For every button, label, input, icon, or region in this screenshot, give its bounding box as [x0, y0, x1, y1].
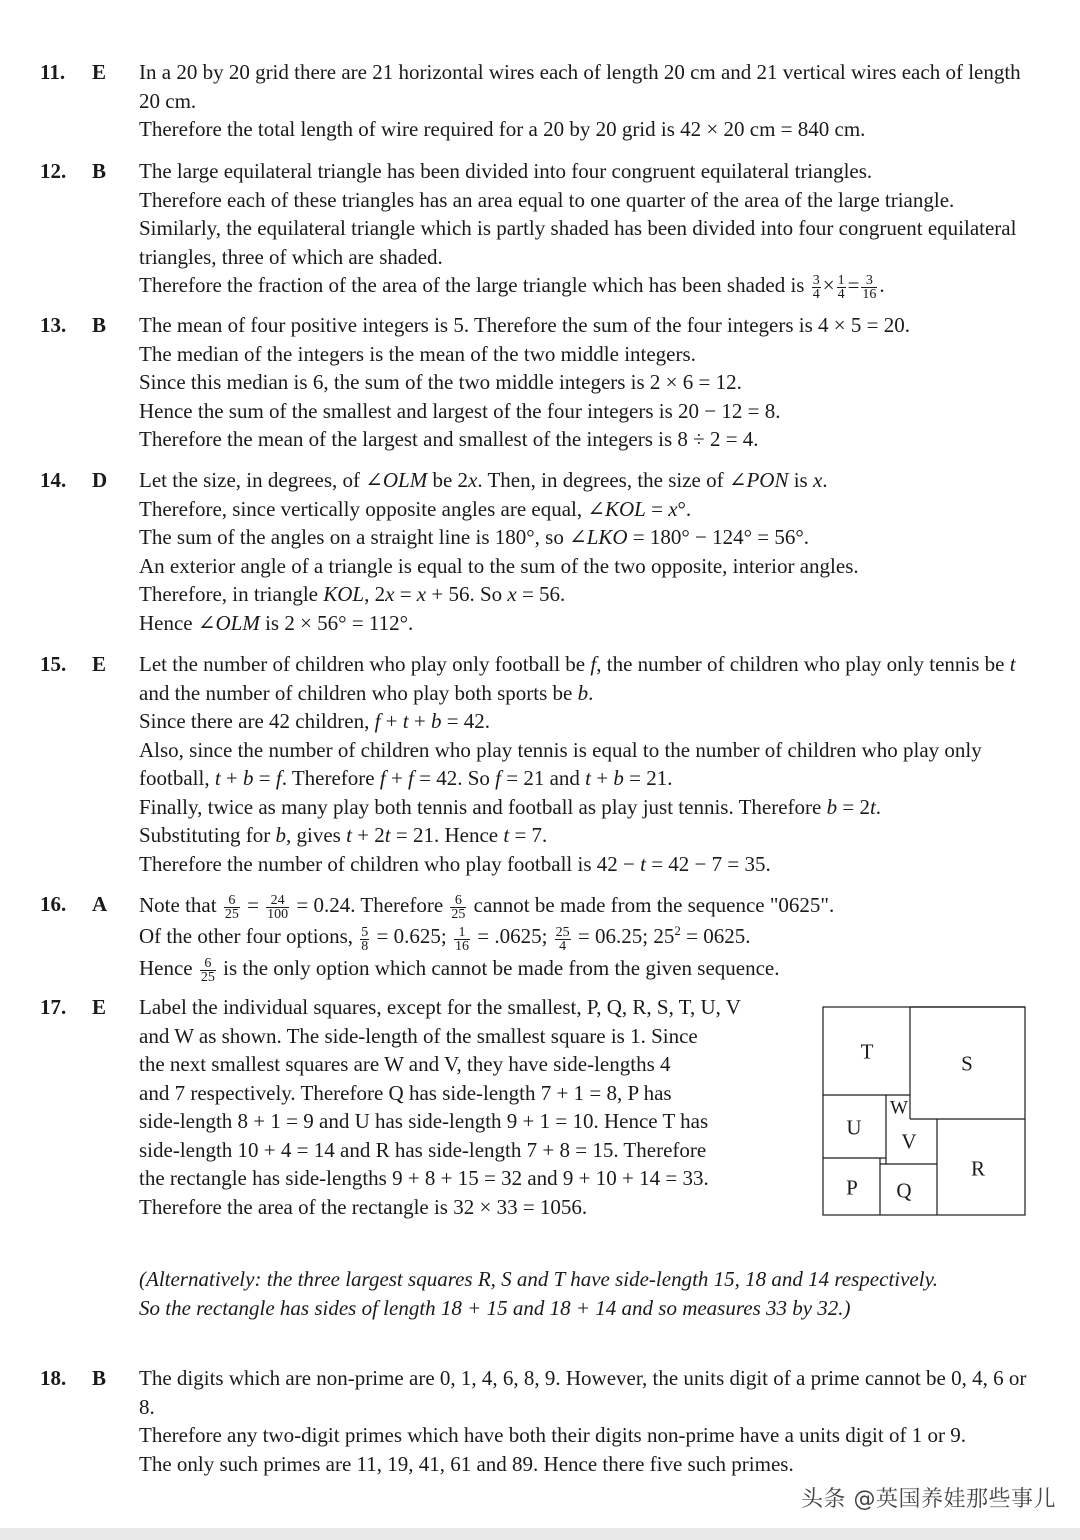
solution-line: Therefore the fraction of the area of the large triangle which has been shaded is $\frac{3}{4}$ × $\frac{1}{4}$ = $\frac{3}{16}$ .: [139, 273, 885, 303]
text-run: = 06.25; 25: [577, 924, 675, 949]
fraction-numerator: 6: [200, 957, 216, 971]
fraction-denominator: 4: [837, 287, 845, 303]
math-var: x: [507, 582, 517, 606]
fraction-numerator: 1: [454, 926, 470, 940]
alternative-line: So the rectangle has sides of length 18 + 15 and 18 + 14 and so measures 33 by 32.): [139, 1295, 851, 1320]
math-var: LKO: [586, 525, 628, 549]
fraction: [454, 926, 470, 953]
fraction-numerator: 25: [555, 924, 570, 940]
solution-line: [139, 793, 1032, 822]
solution-line: [139, 953, 1032, 984]
solution-line: [139, 921, 1032, 952]
text-run: is 2 × 56° = 112°.: [259, 610, 414, 635]
square-label-w: W: [890, 1097, 908, 1119]
text-run: Hence: [139, 955, 193, 980]
question-number: 12.: [40, 159, 67, 183]
solution-line: [139, 495, 1032, 524]
text-run: cannot be made from the sequence "0625".: [473, 893, 835, 917]
text-run: , 2: [364, 582, 386, 606]
math-var: x: [416, 582, 427, 606]
solution-line: The mean of four positive integers is 5. Therefore the sum of the four integers is 4 × 5 = 20.: [139, 313, 910, 337]
fraction: [200, 957, 216, 984]
text-run: .: [875, 794, 882, 819]
fraction-denominator: 4: [812, 287, 820, 303]
solution-text: [139, 890, 1032, 984]
text-run: and the number of children who play both sports be: [139, 680, 578, 705]
math-var: t: [346, 823, 352, 847]
solution-line: Label the individual squares, except for the smallest, P, Q, R, S, T, U, V: [139, 995, 741, 1019]
math-var: x: [385, 582, 395, 606]
solution-line: Since this median is 6, the sum of the two middle integers is 2 × 6 = 12.: [139, 370, 742, 394]
fraction-numerator: 3: [812, 273, 820, 289]
text-run: = 0.625;: [376, 924, 447, 949]
solution-text: [139, 466, 1032, 637]
question-number: 18.: [40, 1366, 67, 1390]
solution-line: In a 20 by 20 grid there are 21 horizontal wires each of length 20 cm and 21 vertical wires each of length 20 cm.: [139, 60, 1021, 113]
text-run: = 56.: [516, 582, 566, 606]
fraction-numerator: 3: [861, 274, 877, 288]
solution-line: Therefore each of these triangles has an area equal to one quarter of the area of the large triangle.: [139, 187, 955, 212]
solution-text-run: Therefore the fraction of the area of the large triangle which has been shaded is: [139, 273, 805, 297]
solution-line: the rectangle has side-lengths 9 + 8 + 15 = 32 and 9 + 10 + 14 = 33.: [139, 1166, 709, 1190]
text-run: = 42. So: [413, 766, 496, 790]
text-run: Let the size, in degrees, of ∠: [139, 468, 383, 492]
solution-line: Therefore any two-digit primes which have both their digits non-prime have a units digit of 1 or 9.: [139, 1423, 966, 1447]
text-run: Of the other four options,: [139, 924, 354, 949]
math-var: f: [495, 766, 501, 790]
solution-line: Therefore the area of the rectangle is 32 × 33 = 1056.: [139, 1194, 588, 1219]
question-number: 11.: [40, 60, 66, 84]
text-run: The sum of the angles on a straight line is 180°, so ∠: [139, 525, 587, 549]
fraction: [812, 274, 821, 301]
squared-rectangle-diagram: [822, 1006, 1026, 1216]
math-var: f: [590, 652, 597, 676]
solution-text: [139, 650, 1032, 878]
solution-line: side-length 8 + 1 = 9 and U has side-length 9 + 1 = 10. Hence T has: [139, 1109, 709, 1133]
text-run: Therefore the number of children who play football is 42 −: [139, 851, 641, 876]
math-var: KOL: [323, 582, 365, 606]
text-run: , gives: [286, 823, 347, 847]
text-run: Substituting for: [139, 823, 276, 847]
text-run: =: [253, 766, 276, 790]
answer-letter: E: [92, 652, 107, 676]
answer-letter: A: [92, 892, 108, 916]
solution-line: [139, 650, 1032, 707]
text-run: = 21 and: [501, 766, 586, 790]
text-run: Finally, twice as many play both tennis and football as play just tennis. Therefore: [139, 794, 827, 819]
text-run: +: [408, 709, 431, 733]
exponent: 2: [674, 923, 681, 939]
solution-text: [139, 157, 1032, 301]
math-var: t: [214, 766, 221, 790]
math-var: b: [243, 766, 254, 790]
text-run: Hence ∠: [139, 610, 216, 635]
text-run: = 21.: [623, 766, 673, 790]
fraction-denominator: 25: [200, 969, 215, 985]
math-var: x: [812, 468, 823, 492]
text-run: is: [788, 468, 813, 492]
fraction: [861, 274, 877, 301]
fraction-denominator: 25: [224, 907, 239, 923]
math-var: b: [577, 680, 589, 705]
math-var: f: [275, 766, 282, 790]
text-run: be 2: [427, 468, 469, 492]
math-var: f: [408, 766, 414, 790]
solution-text: [139, 58, 1032, 144]
text-run: Let the number of children who play only football be: [139, 652, 591, 676]
solution-text: [139, 1364, 1032, 1478]
math-var: OLM: [215, 610, 260, 635]
text-run: . Then, in degrees, the size of ∠: [477, 468, 747, 492]
solution-text: [139, 993, 779, 1221]
math-var: KOL: [604, 496, 646, 521]
math-var: t: [585, 766, 592, 790]
solution-line: and 7 respectively. Therefore Q has side-length 7 + 1 = 8, P has: [139, 1080, 672, 1105]
text-run: Since there are 42 children,: [139, 709, 375, 733]
solution-line: Therefore the mean of the largest and smallest of the integers is 8 ÷ 2 = 4.: [139, 427, 759, 451]
answer-letter: D: [92, 468, 108, 492]
alternative-line: (Alternatively: the three largest squares R, S and T have side-length 15, 18 and 14 respectively.: [139, 1267, 938, 1291]
text-run: Therefore, in triangle: [139, 582, 324, 606]
question-number: 15.: [40, 652, 67, 676]
solution-line: [139, 736, 1032, 793]
answer-letter: B: [92, 313, 107, 337]
solution-line: the next smallest squares are W and V, they have side-lengths 4: [139, 1052, 671, 1076]
math-var: b: [613, 766, 624, 790]
text-run: + 2: [351, 823, 385, 847]
text-run: .: [588, 680, 594, 705]
solution-line: The median of the integers is the mean of the two middle integers.: [139, 341, 696, 366]
fraction-numerator: 6: [450, 894, 466, 908]
text-run: = 21. Hence: [390, 823, 504, 847]
fraction: [360, 926, 369, 953]
fraction: [555, 926, 571, 953]
text-run: . Therefore: [281, 766, 380, 790]
math-var: t: [402, 709, 409, 733]
answer-letter: E: [92, 60, 107, 84]
question-number: 13.: [40, 313, 67, 337]
text-run: =: [645, 496, 669, 521]
math-var: PON: [746, 468, 789, 492]
solution-line: [139, 850, 1032, 879]
math-var: f: [379, 766, 386, 790]
square-label-q: Q: [896, 1178, 912, 1203]
solution-line: Similarly, the equilateral triangle which is partly shaded has been divided into four congruent equilateral triangles, three of which are shaded.: [139, 216, 1017, 269]
solution-line: Hence the sum of the smallest and largest of the four integers is 20 − 12 = 8.: [139, 398, 781, 423]
text-run: = 0.24. Therefore: [296, 893, 444, 917]
solution-line: [139, 609, 1032, 638]
text-run: = 2: [837, 794, 870, 819]
solution-line: Therefore the total length of wire required for a 20 by 20 grid is 42 × 20 cm = 840 cm.: [139, 117, 866, 141]
solution-line: [139, 580, 1032, 609]
question-number: 16.: [40, 892, 67, 916]
math-var: b: [275, 823, 287, 847]
math-var: b: [430, 709, 442, 733]
text-run: +: [380, 709, 403, 733]
fraction-denominator: 4: [559, 938, 567, 954]
fraction-denominator: 8: [361, 938, 369, 954]
fraction-numerator: 6: [224, 894, 240, 908]
math-var: t: [503, 823, 510, 847]
math-var: OLM: [382, 468, 428, 492]
solution-line: Note that $\frac{6}{25}$ = $\frac{24}{100}$ = 0.24. Therefore $\frac{6}{25}$ cannot be made from the sequence "0625".: [139, 893, 835, 923]
text-run: , the number of children who play only tennis be: [596, 652, 1010, 676]
text-run: =: [394, 582, 417, 606]
square-label-r: R: [970, 1156, 986, 1181]
text-run: Also, since the number of children who play tennis is equal to the number of children who play only football,: [139, 737, 982, 790]
fraction: [837, 274, 846, 301]
text-run: Therefore, since vertically opposite angles are equal, ∠: [139, 496, 605, 521]
fraction-denominator: 25: [451, 907, 466, 923]
solution-line: [139, 466, 1032, 495]
answer-letter: B: [92, 1366, 107, 1390]
square-label-t: T: [860, 1039, 874, 1064]
square-label-v: V: [901, 1129, 917, 1154]
math-var: t: [640, 851, 646, 876]
fraction: [450, 894, 466, 921]
square-label-p: P: [846, 1175, 858, 1200]
square-label-s: S: [961, 1051, 973, 1076]
math-var: f: [374, 709, 381, 733]
text-run: = 180° − 124° = 56°.: [627, 525, 810, 549]
text-run: +: [220, 766, 244, 790]
fraction-numerator: 1: [837, 273, 845, 289]
fraction-denominator: 16: [454, 938, 469, 954]
fraction-numerator: 24: [266, 894, 289, 908]
text-run: is the only option which cannot be made from the given sequence.: [223, 955, 780, 980]
text-run: = 42 − 7 = 35.: [645, 851, 771, 876]
square-label-u: U: [846, 1115, 862, 1140]
solution-line: The digits which are non-prime are 0, 1, 4, 6, 8, 9. However, the units digit of a prime cannot be 0, 4, 6 or 8.: [139, 1366, 1027, 1419]
answer-letter: B: [92, 159, 107, 183]
solution-line: The large equilateral triangle has been divided into four congruent equilateral triangles.: [139, 159, 873, 183]
text-run: = .0625;: [477, 924, 548, 949]
solution-line: [139, 821, 1032, 850]
question-number: 17.: [40, 995, 67, 1019]
fraction: [224, 894, 240, 921]
question-number: 14.: [40, 468, 67, 492]
text-run: = 42.: [441, 709, 491, 733]
text-run: = 7.: [509, 823, 548, 847]
text-run: °.: [677, 496, 692, 521]
watermark: 头条 @英国养娃那些事儿: [801, 1487, 1056, 1512]
solution-line: [139, 523, 1032, 552]
math-var: t: [384, 823, 391, 847]
solution-line: [139, 707, 1032, 736]
text-run: +: [385, 766, 409, 790]
page-footer-strip: [0, 1528, 1080, 1540]
solution-line: The only such primes are 11, 19, 41, 61 and 89. Hence there five such primes.: [139, 1451, 794, 1476]
math-var: b: [826, 794, 838, 819]
alternative-solution: [139, 1265, 1039, 1322]
math-var: t: [1009, 652, 1016, 676]
math-var: x: [468, 468, 478, 492]
text-run: = 0625.: [680, 924, 751, 949]
fraction-denominator: 100: [267, 907, 289, 923]
fraction: [266, 894, 289, 921]
math-var: x: [668, 496, 678, 521]
solution-line: and W as shown. The side-length of the smallest square is 1. Since: [139, 1023, 698, 1048]
fraction-denominator: 16: [862, 287, 877, 303]
solution-line: side-length 10 + 4 = 14 and R has side-length 7 + 8 = 15. Therefore: [139, 1137, 707, 1162]
fraction-numerator: 5: [361, 924, 369, 940]
text-run: + 56. So: [426, 582, 508, 606]
text-run: .: [822, 468, 828, 492]
math-var: t: [869, 794, 876, 819]
solution-text: [139, 311, 1032, 454]
text-run: Note that: [139, 893, 217, 917]
answer-letter: E: [92, 995, 107, 1019]
text-run: +: [591, 766, 614, 790]
solution-line: An exterior angle of a triangle is equal to the sum of the two opposite, interior angles.: [139, 553, 859, 578]
